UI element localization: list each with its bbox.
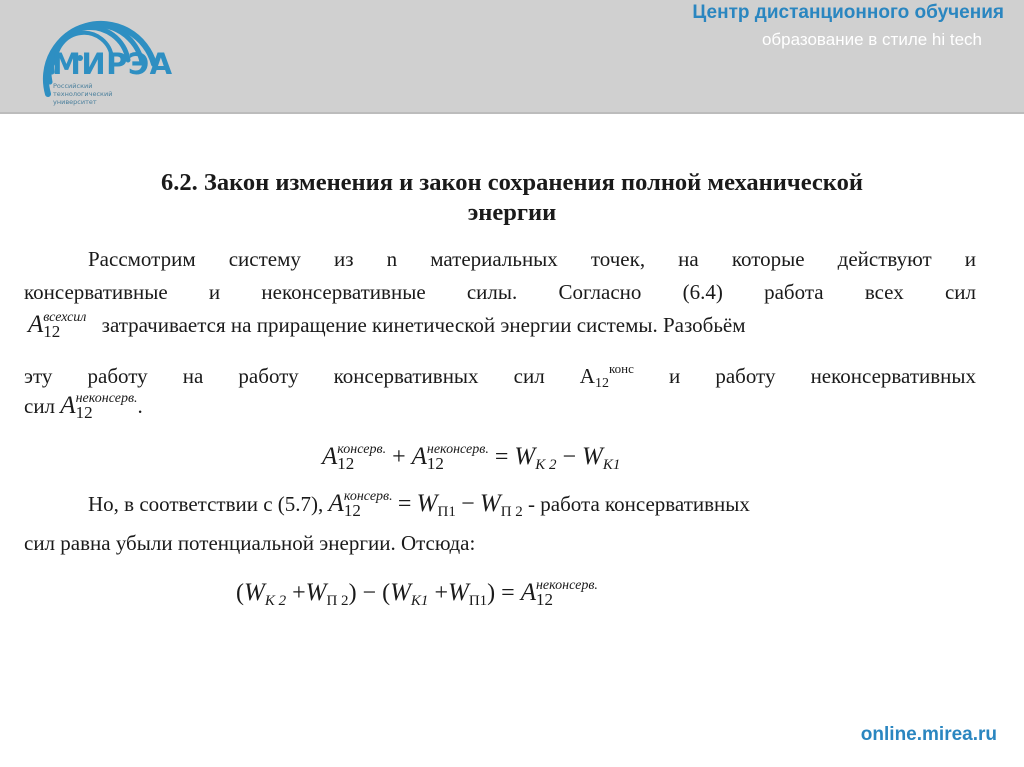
- formula-energy-change: $(W_{K 2} +W_{П 2}) - (W_{K1} +W_{П1}) = A$ неконсерв. 12: [236, 578, 598, 609]
- formula-energy-work: A консерв. 12 + A неконсерв. 12 = $W_{K 2} - W_{K1}$: [322, 442, 621, 473]
- section-heading-line1: 6.2. Закон изменения и закон сохранения полной механической: [161, 169, 863, 196]
- header-divider: [0, 112, 1024, 114]
- section-heading-line2: энергии: [467, 199, 557, 226]
- paragraph1-line1: Рассмотрим систему из n материальных точек, на которые действуют и: [88, 247, 976, 271]
- paragraph2-line1: Но, в соответствии с (5.7), A консерв. 12 = $W_{П1} - W_{П 2}$ - работа консервативных: [88, 489, 750, 520]
- brand-subtitle: Российский технологический университет: [53, 82, 113, 106]
- center-subtitle: образование в стиле hi tech: [761, 30, 982, 49]
- paragraph1-line5: сил A неконсерв. 12 .: [24, 391, 143, 422]
- paragraph1-line3: [28, 311, 976, 351]
- paragraph1-line2: консервативные и неконсервативные силы. Согласно (6.4) работа всех сил: [24, 280, 976, 304]
- paragraph1-line3-text: затрачивается на приращение кинетической энергии системы. Разобьём: [101, 313, 746, 337]
- symbol-a12-nonconservative: A неконсерв. 12: [60, 391, 138, 422]
- symbol-a12-all: A всехсил 12: [28, 310, 87, 341]
- paragraph1-line4: эту работу на работу консервативных сил $А12^{конс}$ и работу неконсервативных: [24, 361, 977, 391]
- footer-url-link[interactable]: online.mirea.ru: [860, 724, 997, 745]
- paragraph2-line2: сил равна убыли потенциальной энергии. Отсюда:: [24, 531, 476, 555]
- brand-name: МИРЭА: [52, 47, 173, 81]
- center-title: Центр дистанционного обучения: [692, 2, 1004, 23]
